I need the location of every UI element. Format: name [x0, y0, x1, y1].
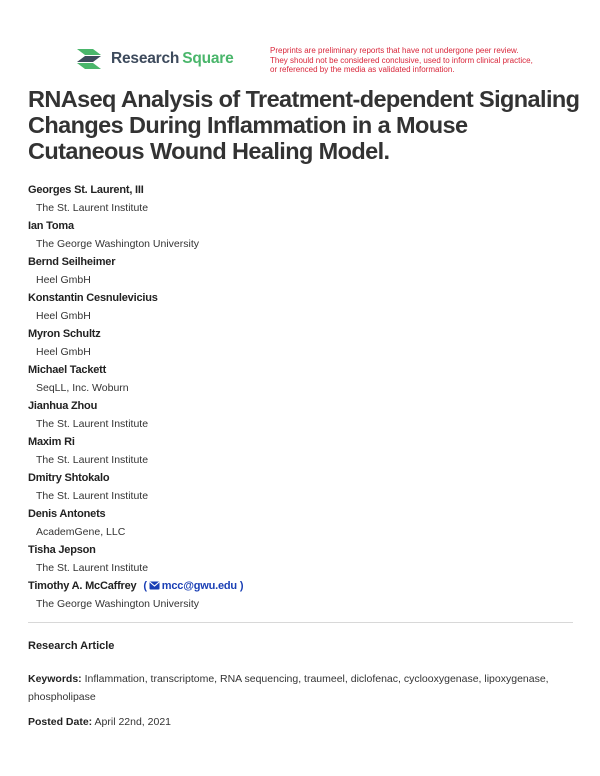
author-name: Tisha Jepson: [28, 544, 96, 556]
research-square-logo[interactable]: [75, 46, 234, 72]
author-name: Myron Schultz: [28, 328, 101, 340]
author-name: Ian Toma: [28, 220, 74, 232]
preprint-disclaimer: [270, 46, 570, 75]
article-type: Research Article: [28, 640, 115, 652]
author-affiliation: The St. Laurent Institute: [36, 490, 149, 502]
author-name: Denis Antonets: [28, 508, 106, 520]
author-affiliation: The St. Laurent Institute: [36, 418, 149, 430]
section-divider: [28, 622, 573, 623]
author-entry: [28, 541, 568, 577]
author-list: [28, 181, 568, 613]
research-square-logo-icon: [75, 46, 105, 72]
author-entry: [28, 217, 568, 253]
author-affiliation: Heel GmbH: [36, 274, 91, 286]
author-affiliation: The George Washington University: [36, 598, 200, 610]
author-name: Jianhua Zhou: [28, 400, 98, 412]
author-name: Georges St. Laurent, III: [28, 184, 144, 196]
keywords-label: Keywords:: [28, 673, 82, 685]
keywords: [28, 670, 558, 706]
author-entry: [28, 361, 568, 397]
corresponding-author-name-line: [28, 577, 568, 595]
author-entry: [28, 397, 568, 433]
disclaimer-line: Preprints are preliminary reports that have not undergone peer review.: [270, 46, 519, 55]
posted-date-value: April 22nd, 2021: [94, 716, 172, 728]
paper-title: RNAseq Analysis of Treatment-dependent Signaling Changes During Inflammation in a Mouse Cutaneous Wound Healing Model.: [28, 86, 580, 164]
author-entry: [28, 289, 568, 325]
author-entry: [28, 505, 568, 541]
author-name: Dmitry Shtokalo: [28, 472, 110, 484]
corresponding-author-entry: [28, 577, 568, 613]
author-entry: [28, 181, 568, 217]
author-name: Bernd Seilheimer: [28, 256, 116, 268]
author-affiliation: Heel GmbH: [36, 346, 91, 358]
logo-wordmark: [111, 50, 234, 68]
author-affiliation: Heel GmbH: [36, 310, 91, 322]
posted-date: [28, 716, 171, 728]
author-name: Maxim Ri: [28, 436, 75, 448]
author-name: Timothy A. McCaffrey: [28, 580, 137, 592]
author-affiliation: The St. Laurent Institute: [36, 202, 149, 214]
author-affiliation: The St. Laurent Institute: [36, 562, 149, 574]
author-entry: [28, 433, 568, 469]
disclaimer-line: They should not be considered conclusive, used to inform clinical practice,: [270, 55, 533, 65]
keywords-value: Inflammation, transcriptome, RNA sequencing, traumeel, diclofenac, cyclooxygenase, lipoxygenase, phospholipase: [28, 673, 549, 703]
disclaimer-line: or referenced by the media as validated information.: [270, 65, 455, 75]
posted-date-label: Posted Date:: [28, 716, 93, 728]
author-affiliation: The George Washington University: [36, 238, 200, 250]
logo-word-research: Research: [111, 50, 180, 67]
email-link[interactable]: mcc@gwu.edu: [161, 580, 237, 592]
email-open-paren: (: [143, 580, 147, 592]
author-name: Michael Tackett: [28, 364, 107, 376]
email-wrapper: [143, 580, 243, 592]
envelope-icon: [149, 581, 160, 590]
author-name: Konstantin Cesnulevicius: [28, 292, 158, 304]
author-affiliation: SeqLL, Inc. Woburn: [36, 382, 129, 394]
author-entry: [28, 469, 568, 505]
author-entry: [28, 325, 568, 361]
author-entry: [28, 253, 568, 289]
email-close-paren: ): [239, 580, 244, 592]
author-affiliation: AcademGene, LLC: [36, 526, 126, 538]
logo-word-square: Square: [182, 50, 234, 67]
author-affiliation: The St. Laurent Institute: [36, 454, 149, 466]
